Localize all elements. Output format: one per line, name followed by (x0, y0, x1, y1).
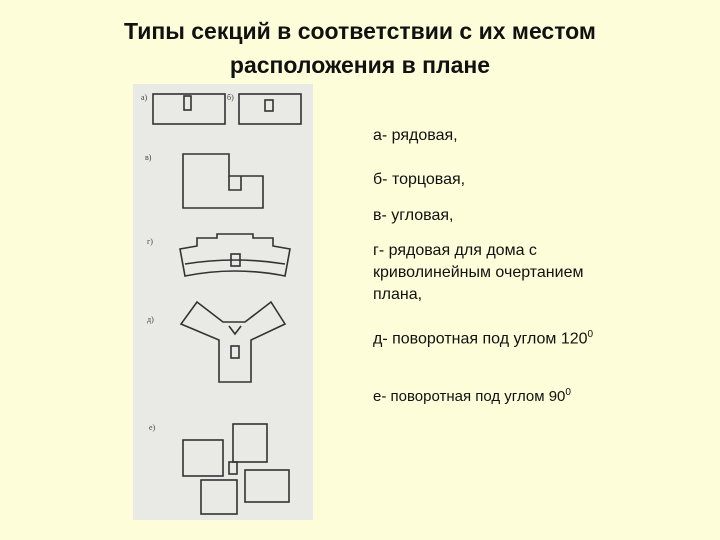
title-line-1: Типы секций в соответствии с их местом (124, 18, 596, 44)
legend-text-g: г- рядовая для дома с криволинейным очертанием плана, (373, 242, 584, 303)
legend-text-d: д- поворотная под углом 120 (373, 330, 588, 348)
plan-v-corner-section (183, 154, 263, 208)
label-a: а) (141, 93, 148, 102)
label-e: е) (149, 423, 156, 432)
legend-item-e (373, 383, 613, 407)
section-types-figure (133, 84, 313, 520)
slide-title (0, 14, 720, 82)
legend-text-e: е- поворотная под углом 90 (373, 388, 566, 405)
plan-drawings (133, 84, 313, 520)
legend-item-a (373, 125, 653, 147)
plan-e-90-section (183, 424, 289, 514)
legend-sup-d: 0 (587, 329, 594, 340)
label-g: г) (147, 237, 153, 246)
legend-item-b (373, 169, 653, 191)
plan-a-row-section (153, 94, 225, 124)
legend-text-b: б- торцовая, (373, 171, 466, 188)
plan-d-120-section (181, 302, 285, 382)
label-b: б) (227, 93, 234, 102)
legend-item-g (373, 240, 603, 306)
legend-text-v: в- угловая, (373, 207, 454, 224)
legend-item-v (373, 205, 653, 227)
label-d: д) (147, 315, 154, 324)
plan-b-end-section (239, 94, 301, 124)
title-line-2: расположения в плане (229, 52, 491, 78)
plan-g-curved-section (180, 234, 290, 276)
legend-text-a: а- рядовая, (373, 127, 458, 144)
legend-item-d (373, 324, 603, 350)
label-v: в) (145, 153, 152, 162)
legend-sup-e: 0 (565, 387, 571, 398)
